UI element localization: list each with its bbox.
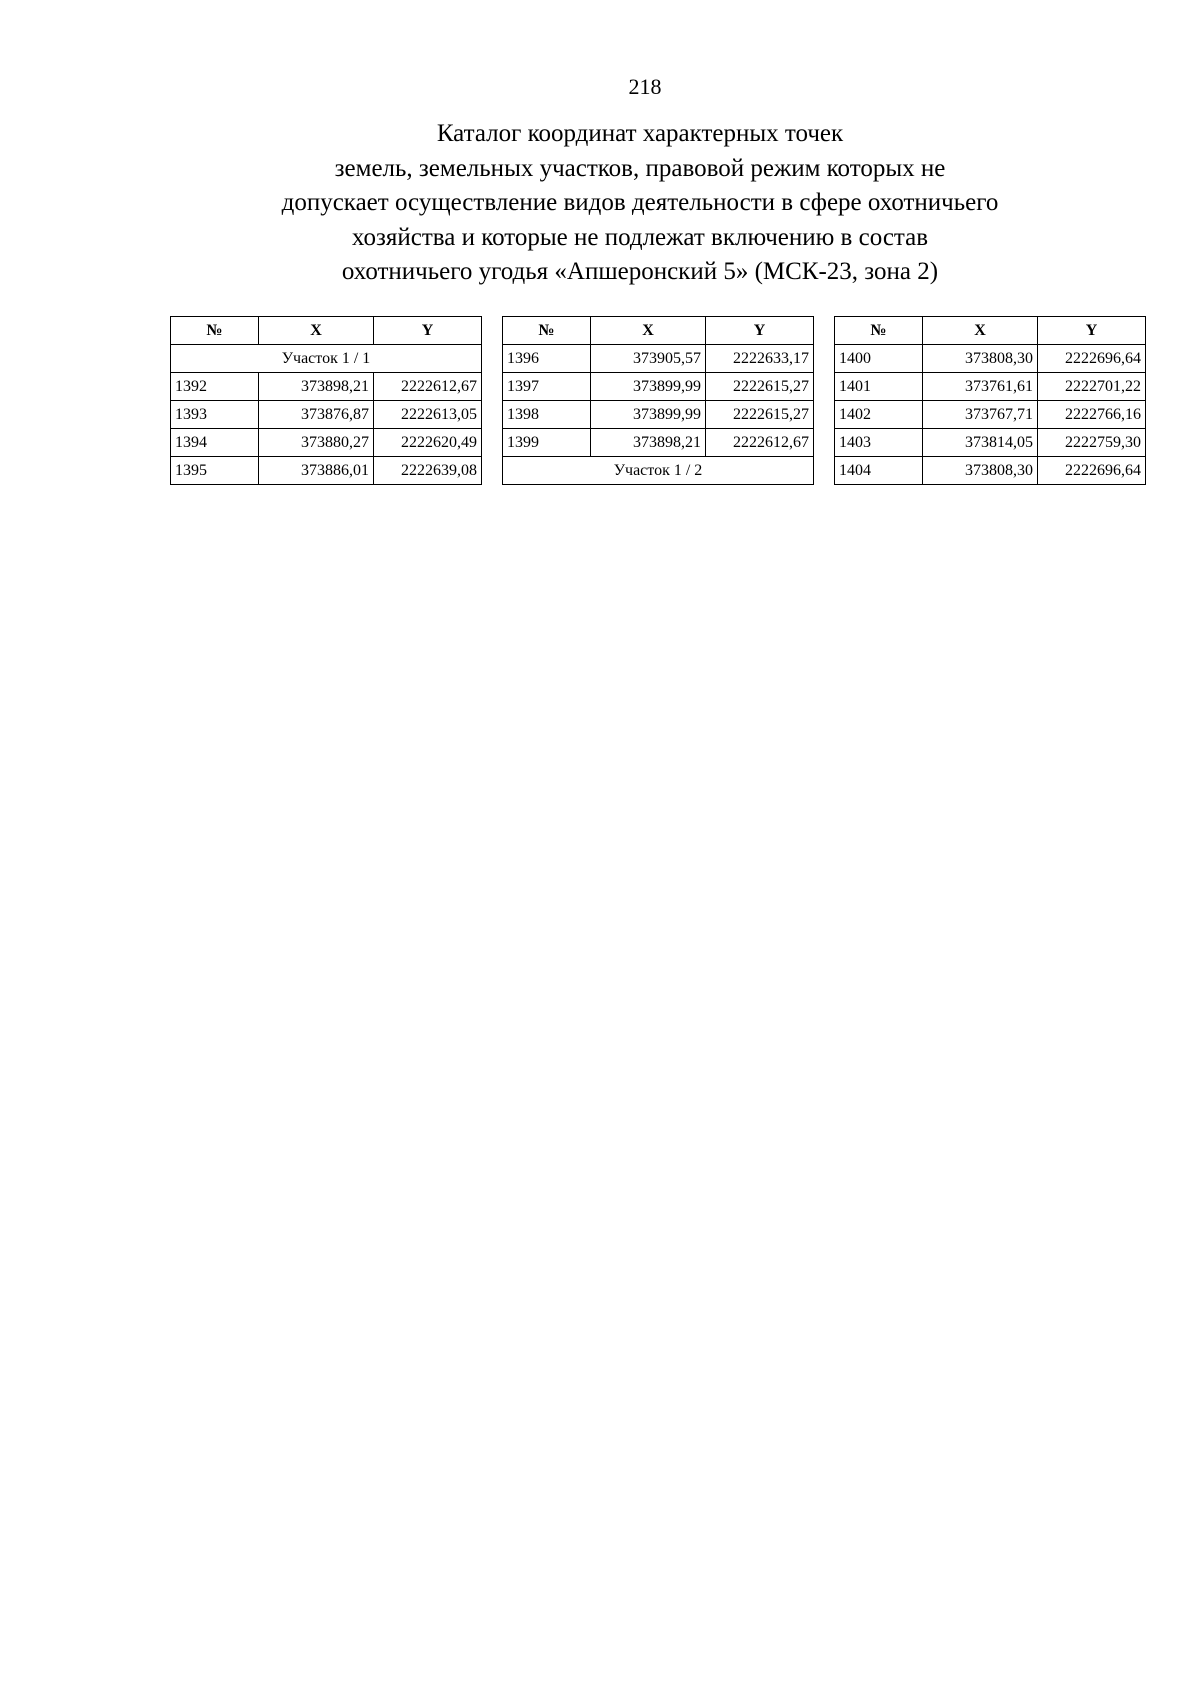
table-row <box>835 429 1146 457</box>
y-coordinate: 2222701,22 <box>1038 373 1146 401</box>
x-coordinate: 373905,57 <box>591 345 706 373</box>
x-coordinate: 373898,21 <box>259 373 374 401</box>
y-coordinate: 2222613,05 <box>374 401 482 429</box>
y-coordinate: 2222633,17 <box>706 345 814 373</box>
coordinates-table-2 <box>502 316 814 485</box>
point-number: 1392 <box>171 373 259 401</box>
point-number: 1397 <box>503 373 591 401</box>
table-row <box>503 345 814 373</box>
x-coordinate: 373899,99 <box>591 373 706 401</box>
page-number: 218 <box>628 74 662 99</box>
title-line: хозяйства и которые не подлежат включению в состав <box>351 223 929 251</box>
point-number: 1399 <box>503 429 591 457</box>
section-label: Участок 1 / 1 <box>171 345 482 373</box>
x-coordinate: 373808,30 <box>923 457 1038 485</box>
point-number: 1400 <box>835 345 923 373</box>
table-row <box>503 401 814 429</box>
title-line: Каталог координат характерных точек <box>436 120 844 147</box>
point-number: 1395 <box>171 457 259 485</box>
table-row <box>835 457 1146 485</box>
point-number: 1393 <box>171 401 259 429</box>
x-coordinate: 373898,21 <box>591 429 706 457</box>
point-number: 1398 <box>503 401 591 429</box>
y-coordinate: 2222766,16 <box>1038 401 1146 429</box>
table-row <box>835 345 1146 373</box>
table-row <box>171 457 482 485</box>
coordinates-table-3 <box>834 316 1146 485</box>
title-line: земель, земельных участков, правовой режим которых не <box>334 154 946 182</box>
point-number: 1396 <box>503 345 591 373</box>
header-y: Y <box>706 317 814 345</box>
header-x: X <box>259 317 374 345</box>
y-coordinate: 2222612,67 <box>374 373 482 401</box>
header-num: № <box>835 317 923 345</box>
x-coordinate: 373876,87 <box>259 401 374 429</box>
title-line: охотничьего угодья «Апшеронский 5» (МСК-23, зона 2) <box>341 258 939 285</box>
y-coordinate: 2222759,30 <box>1038 429 1146 457</box>
point-number: 1404 <box>835 457 923 485</box>
table-header-row <box>171 317 482 345</box>
table-row <box>835 401 1146 429</box>
table-row <box>171 373 482 401</box>
y-coordinate: 2222615,27 <box>706 373 814 401</box>
x-coordinate: 373761,61 <box>923 373 1038 401</box>
title-line: допускает осуществление видов деятельности в сфере охотничьего <box>281 189 999 216</box>
x-coordinate: 373899,99 <box>591 401 706 429</box>
table-row <box>503 429 814 457</box>
point-number: 1394 <box>171 429 259 457</box>
table-row <box>171 401 482 429</box>
x-coordinate: 373808,30 <box>923 345 1038 373</box>
x-coordinate: 373886,01 <box>259 457 374 485</box>
section-label: Участок 1 / 2 <box>503 457 814 485</box>
table-header-row <box>503 317 814 345</box>
y-coordinate: 2222615,27 <box>706 401 814 429</box>
x-coordinate: 373814,05 <box>923 429 1038 457</box>
y-coordinate: 2222696,64 <box>1038 457 1146 485</box>
point-number: 1401 <box>835 373 923 401</box>
y-coordinate: 2222620,49 <box>374 429 482 457</box>
table-header-row <box>835 317 1146 345</box>
header-num: № <box>503 317 591 345</box>
document-title <box>170 117 1110 290</box>
header-x: X <box>923 317 1038 345</box>
table-row <box>835 373 1146 401</box>
header-x: X <box>591 317 706 345</box>
table-row <box>171 429 482 457</box>
y-coordinate: 2222639,08 <box>374 457 482 485</box>
x-coordinate: 373880,27 <box>259 429 374 457</box>
coordinates-table-1 <box>170 316 482 485</box>
header-y: Y <box>1038 317 1146 345</box>
header-y: Y <box>374 317 482 345</box>
y-coordinate: 2222612,67 <box>706 429 814 457</box>
x-coordinate: 373767,71 <box>923 401 1038 429</box>
table-row <box>503 373 814 401</box>
section-row <box>171 345 482 373</box>
y-coordinate: 2222696,64 <box>1038 345 1146 373</box>
point-number: 1403 <box>835 429 923 457</box>
section-row <box>503 457 814 485</box>
point-number: 1402 <box>835 401 923 429</box>
header-num: № <box>171 317 259 345</box>
